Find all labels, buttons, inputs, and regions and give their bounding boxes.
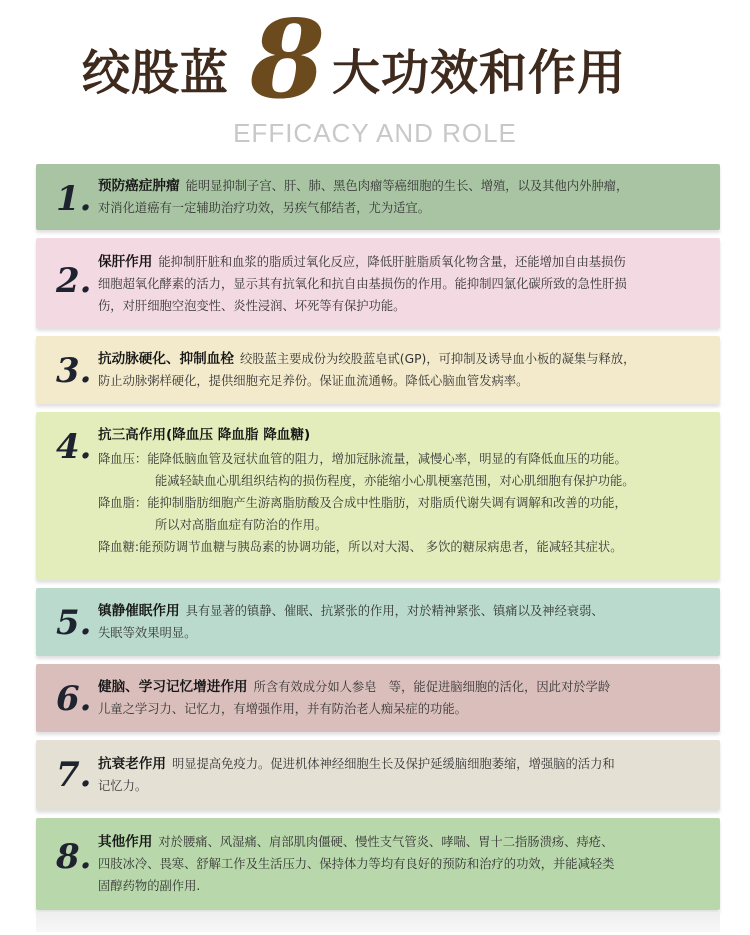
efficacy-card-1 — [36, 164, 720, 230]
item-number: 6. — [56, 679, 92, 719]
item-line: 能抑制肝脏和血浆的脂质过氧化反应，降低肝脏脂质氧化物含量，还能增加自由基损伤 — [158, 255, 626, 269]
item-title: 抗三高作用(降血压 降血脂 降血糖) — [98, 427, 311, 443]
item-line: 失眠等效果明显。 — [98, 626, 197, 640]
item-title: 保肝作用 — [98, 254, 153, 270]
item-title: 抗衰老作用 — [98, 756, 166, 772]
efficacy-card-2 — [36, 238, 720, 328]
item-number: 4. — [56, 427, 92, 467]
item-line: 所含有效成分如人参皂 等，能促进脑细胞的活化，因此对於学龄 — [253, 680, 611, 694]
efficacy-card-5 — [36, 588, 720, 656]
item-number: 7. — [56, 755, 92, 795]
item-number: 3. — [56, 351, 92, 391]
item-line: 防止动脉粥样硬化，提供细胞充足养份。保证血流通畅。降低心脑血管发病率。 — [98, 374, 529, 388]
big-number-eight: 8 — [250, 0, 326, 123]
item-line: 降血脂：能抑制脂肪细胞产生游离脂肪酸及合成中性脂肪，对脂质代谢失调有调解和改善的功能， — [98, 496, 627, 510]
bottom-divider — [36, 912, 720, 932]
item-number: 2. — [56, 261, 92, 301]
item-line: 能明显抑制子宫、肝、肺、黑色肉瘤等癌细胞的生长、增殖，以及其他内外肿瘤， — [185, 179, 629, 193]
item-line: 所以对高脂血症有防治的作用。 — [155, 518, 328, 532]
item-number: 1. — [56, 179, 92, 219]
item-line: 对消化道癌有一定辅助治疗功效，另疾气郁结者，尤为适宜。 — [98, 201, 431, 215]
item-line: 降血糖:能预防调节血糖与胰岛素的协调功能，所以对大渴、 多饮的糖尿病患者，能减轻其症状。 — [98, 540, 623, 554]
item-title: 健脑、学习记忆增进作用 — [98, 679, 248, 695]
item-line: 对於腰痛、风湿痛、肩部肌肉僵硬、慢性支气管炎、哮喘、胃十二指肠溃疡、痔疮、 — [158, 835, 614, 849]
item-line: 降血压：能降低脑血管及冠状血管的阻力，增加冠脉流量，减慢心率，明显的有降低血压的功能。 — [98, 452, 627, 466]
item-number: 5. — [56, 603, 92, 643]
item-number: 8. — [56, 837, 92, 877]
item-line: 四肢冰冷、畏寒、舒解工作及生活压力、保持体力等均有良好的预防和治疗的功效，并能减轻类 — [98, 857, 615, 871]
efficacy-card-6 — [36, 664, 720, 732]
item-line: 儿童之学习力、记忆力，有增强作用，并有防治老人痴呆症的功能。 — [98, 702, 467, 716]
page-title-right: 大功效和作用 — [332, 45, 627, 101]
item-title: 镇静催眠作用 — [98, 603, 180, 619]
item-line: 伤，对肝细胞空泡变性、炎性浸润、坏死等有保护功能。 — [98, 299, 406, 313]
page-subtitle: EFFICACY AND ROLE — [233, 118, 517, 148]
item-line: 固醇药物的副作用. — [98, 879, 201, 893]
item-line: 记忆力。 — [98, 779, 148, 793]
page-title-left: 绞股蓝 — [82, 45, 230, 101]
item-title: 抗动脉硬化、抑制血栓 — [98, 351, 234, 367]
item-title: 预防癌症肿瘤 — [98, 178, 180, 194]
item-line: 绞股蓝主要成份为绞股蓝皂甙(GP)，可抑制及诱导血小板的凝集与释放， — [239, 352, 636, 366]
header — [0, 0, 750, 160]
item-title: 其他作用 — [98, 834, 153, 850]
item-line: 能减轻缺血心肌组织结构的损伤程度，亦能缩小心肌梗塞范围，对心肌细胞有保护功能。 — [155, 474, 635, 488]
item-line: 明显提高免疫力。促进机体神经细胞生长及保护延缓脑细胞萎缩，增强脑的活力和 — [171, 757, 615, 771]
efficacy-card-3 — [36, 336, 720, 404]
efficacy-card-8 — [36, 818, 720, 910]
item-line: 细胞超氧化酵素的活力，显示其有抗氧化和抗自由基损伤的作用。能抑制四氯化碳所致的急性肝损 — [98, 277, 627, 291]
item-line: 具有显著的镇静、催眠、抗紧张的作用，对於精神紧张、镇痛以及神经衰弱、 — [185, 604, 604, 618]
efficacy-card-7 — [36, 740, 720, 810]
efficacy-card-4 — [36, 412, 720, 580]
